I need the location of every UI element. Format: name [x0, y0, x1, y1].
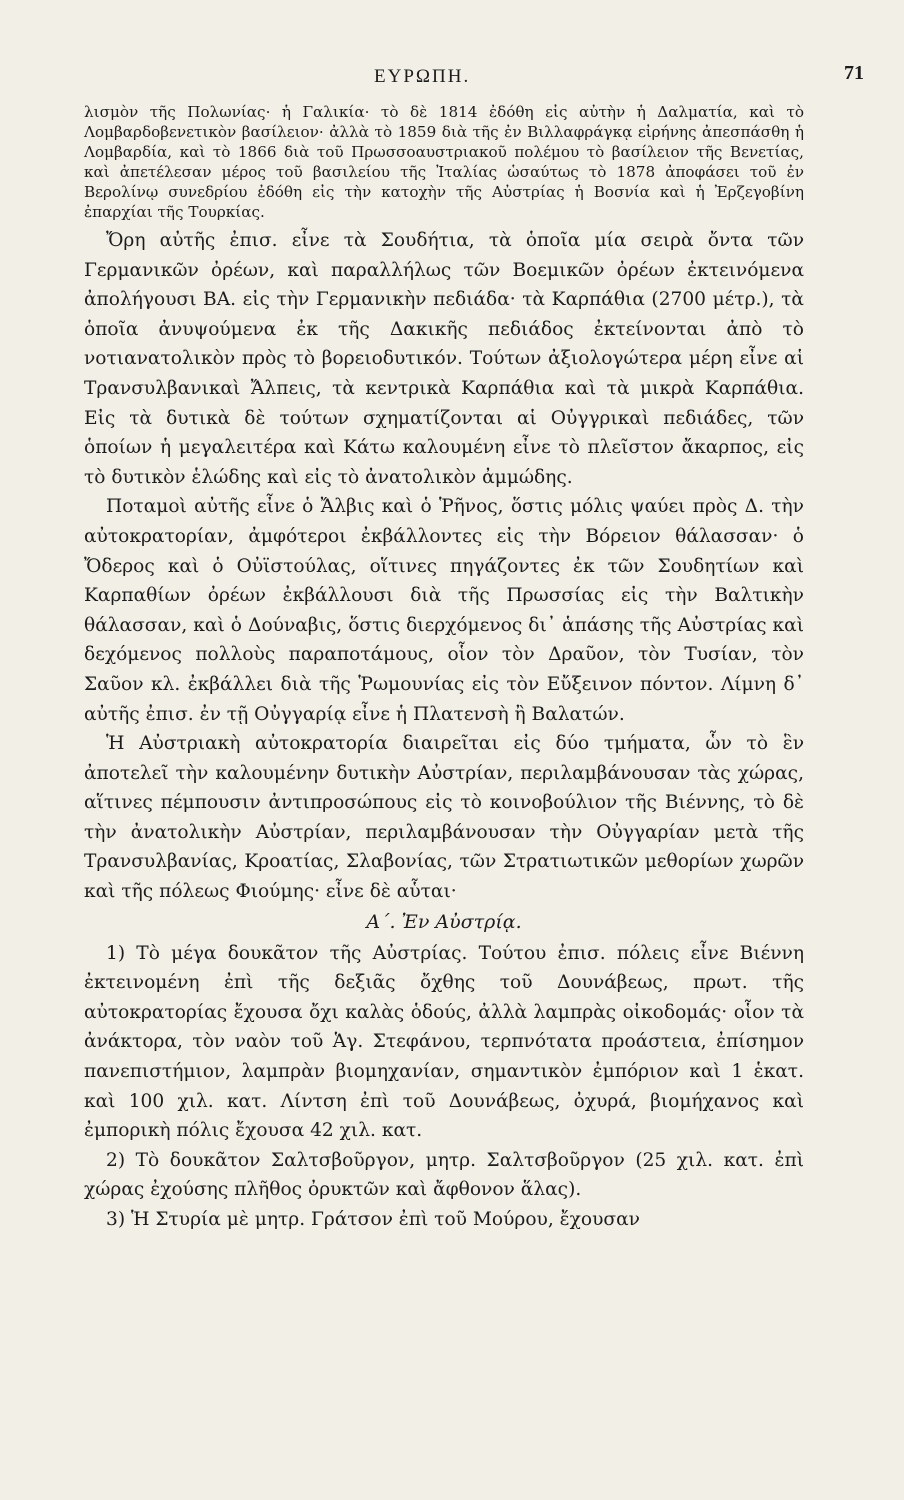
paragraph-rivers: Ποταμοὶ αὐτῆς εἶνε ὁ Ἄλβις καὶ ὁ Ῥῆνος, ὅστις μόλις ψαύει πρὸς Δ. τὴν αὐτοκρατορίαν, ἀμφότεροι ἐκβάλλοντες εἰς τὴν Βόρειον θάλασσαν· ὁ Ὄδερος καὶ ὁ Οὐϊστούλας, οἵτινες πηγάζοντες ἐκ τῶν Σουδητίων καὶ Καρπαθίων ὀρέων ἐκβάλλουσι διὰ τῆς Πρωσσίας εἰς τὴν Βαλτικὴν θάλασσαν, καὶ ὁ Δούναβις, ὅστις διερχόμενος δι᾿ ἁπάσης τῆς Αὐστρίας καὶ δεχόμενος πολλοὺς παραποτάμους, οἷον τὸν Δραῦον, τὸν Τυσίαν, τὸν Σαῦον κλ. ἐκβάλλει διὰ τῆς Ῥωμουνίας εἰς τὸν Εὔξεινον πόντον. Λίμνη δ᾿ αὐτῆς ἐπισ. ἐν τῇ Οὐγγαρίᾳ εἶνε ἡ Πλατενσὴ ἢ Βαλατών. [84, 496, 804, 725]
page-number: 71 [844, 62, 864, 84]
body-text [84, 226, 804, 907]
section-heading: Α΄. Ἐν Αὐστρίᾳ. [366, 910, 522, 933]
running-head [84, 58, 864, 98]
list-item: 2) Τὸ δουκᾶτον Σαλτσβοῦργον, μητρ. Σαλτσβοῦργον (25 χιλ. κατ. ἐπὶ χώρας ἐχούσης πλῆθος ὀρυκτῶν καὶ ἄφθονον ἅλας). [84, 1149, 804, 1201]
continued-paragraph: λισμὸν τῆς Πολωνίας· ἡ Γαλικία· τὸ δὲ 1814 ἐδόθη εἰς αὐτὴν ἡ Δαλματία, καὶ τὸ Λομβαρδοβενετικὸν βασίλειον· ἀλλὰ τὸ 1859 διὰ τῆς ἐν Βιλλαφράγκᾳ εἰρήνης ἀπεσπάσθη ἡ Λομβαρδία, καὶ τὸ 1866 διὰ τοῦ Πρωσσοαυστριακοῦ πολέμου τὸ βασίλειον τῆς Βενετίας, καὶ ἀπετέλεσαν μέρος τοῦ βασιλείου τῆς Ἰταλίας ὡσαύτως τὸ 1878 ἀποφάσει τοῦ ἐν Βερολίνῳ συνεδρίου ἐδόθη εἰς τὴν κατοχὴν τῆς Αὐστρίας ἡ Βοσνία καὶ ἡ Ἐρζεγοβίνη ἐπαρχίαι τῆς Τουρκίας. [84, 103, 804, 221]
page-title: ΕΥΡΩΠΗ. [374, 66, 471, 87]
list-item: 1) Τὸ μέγα δουκᾶτον τῆς Αὐστρίας. Τούτου ἐπισ. πόλεις εἶνε Βιέννη ἐκτεινομένη ἐπὶ τῆς δεξιᾶς ὄχθης τοῦ Δουνάβεως, πρωτ. τῆς αὐτοκρατορίας ἔχουσα ὄχι καλὰς ὁδούς, ἀλλὰ λαμπρὰς οἰκοδομάς· οἷον τὰ ἀνάκτορα, τὸν ναὸν τοῦ Ἁγ. Στεφάνου, τερπνότατα προάστεια, ἐπίσημον πανεπιστήμιον, λαμπρὰν βιομηχανίαν, σημαντικὸν ἐμπόριον καὶ 1 ἑκατ. καὶ 100 χιλ. κατ. Λίντση ἐπὶ τοῦ Δουνάβεως, ὀχυρά, βιομήχανος καὶ ἐμπορικὴ πόλις ἔχουσα 42 χιλ. κατ. [84, 942, 804, 1142]
paragraph-divisions: Ἡ Αὐστριακὴ αὐτοκρατορία διαιρεῖται εἰς δύο τμήματα, ὧν τὸ ἓν ἀποτελεῖ τὴν καλουμένην δυτικὴν Αὐστρίαν, περιλαμβάνουσαν τὰς χώρας, αἵτινες πέμπουσιν ἀντιπροσώπους εἰς τὸ κοινοβούλιον τῆς Βιέννης, τὸ δὲ τὴν ἀνατολικὴν Αὐστρίαν, περιλαμβάνουσαν τὴν Οὐγγαρίαν μετὰ τῆς Τρανσυλβανίας, Κροατίας, Σλαβονίας, τῶν Στρατιωτικῶν μεθορίων χωρῶν καὶ τῆς πόλεως Φιούμης· εἶνε δὲ αὗται· [84, 733, 804, 903]
list-item: 3) Ἡ Στυρία μὲ μητρ. Γράτσον ἐπὶ τοῦ Μούρου, ἔχουσαν [106, 1209, 640, 1230]
paragraph-mountains: Ὄρη αὐτῆς ἐπισ. εἶνε τὰ Σουδήτια, τὰ ὁποῖα μία σειρὰ ὄντα τῶν Γερμανικῶν ὀρέων, καὶ παραλλήλως τῶν Βοεμικῶν ὀρέων ἐκτεινόμενα ἀπολήγουσι ΒΑ. εἰς τὴν Γερμανικὴν πεδιάδα· τὰ Καρπάθια (2700 μέτρ.), τὰ ὁποῖα ἀνυψούμενα ἐκ τῆς Δακικῆς πεδιάδος ἐκτείνονται ἀπὸ τὸ νοτιανατολικὸν πρὸς τὸ βορειοδυτικόν. Τούτων ἀξιολογώτερα μέρη εἶνε αἱ Τρανσυλβανικαὶ Ἄλπεις, τὰ κεντρικὰ Καρπάθια καὶ τὰ μικρὰ Καρπάθια. Εἰς τὰ δυτικὰ δὲ τούτων σχηματίζονται αἱ Οὐγγρικαὶ πεδιάδες, τῶν ὁποίων ἡ μεγαλειτέρα καὶ Κάτω καλουμένη εἶνε τὸ πλεῖστον ἄκαρπος, εἰς τὸ δυτικὸν ἑλώδης καὶ εἰς τὸ ἀνατολικὸν ἀμμώδης. [84, 230, 804, 488]
